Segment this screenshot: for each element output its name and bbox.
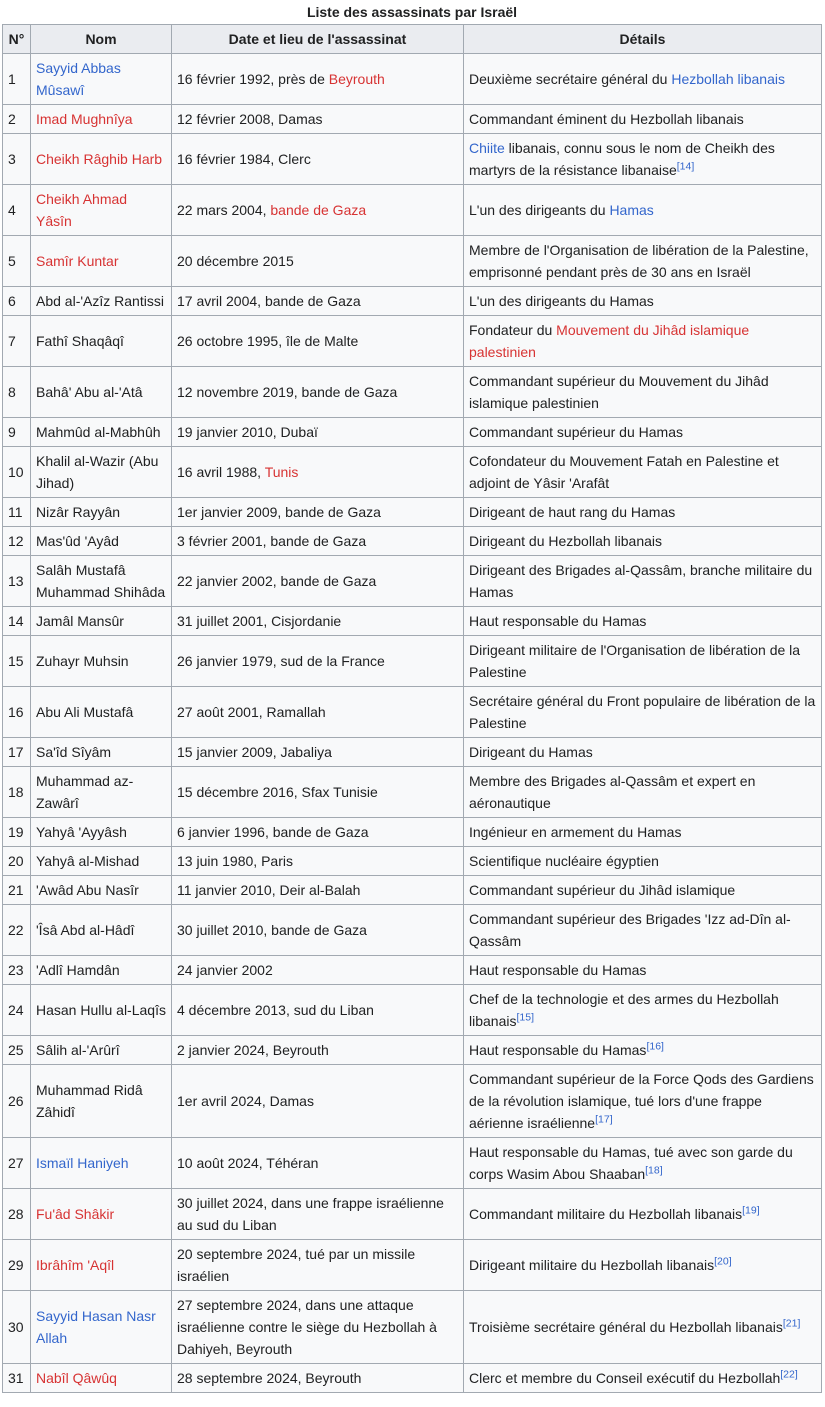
row-number: 9 [3,418,31,447]
cell-text: Scientifique nucléaire égyptien [469,853,659,869]
missing-article-link[interactable]: Imad Mughnîya [36,111,133,127]
table-row [3,1189,822,1240]
details-cell [464,956,822,985]
name-cell [31,1065,172,1138]
row-number: 7 [3,316,31,367]
cell-text: 12 novembre 2019, bande de Gaza [177,384,398,400]
cell-text: Secrétaire général du Front populaire de libération de la Palestine [469,693,816,731]
cell-text: 11 janvier 2010, Deir al-Balah [177,882,361,898]
details-cell [464,767,822,818]
cell-text: 16 février 1992, près de [177,71,329,87]
cell-text: 30 juillet 2010, bande de Gaza [177,922,367,938]
name-cell [31,1138,172,1189]
cell-text: Abu Ali Mustafâ [36,704,134,720]
date-place-cell [172,54,464,105]
reference-link[interactable]: [14] [676,160,695,173]
cell-text: Dirigeant militaire du Hezbollah libanais [469,1257,715,1273]
name-cell [31,418,172,447]
cell-text: 1er janvier 2009, bande de Gaza [177,504,381,520]
cell-text: Mahmûd al-Mabhûh [36,424,161,440]
row-number: 20 [3,847,31,876]
date-place-cell [172,687,464,738]
cell-text: 22 janvier 2002, bande de Gaza [177,573,377,589]
cell-text: Muhammad az-Zawârî [36,773,134,811]
cell-text: Commandant supérieur du Mouvement du Jihâd islamique palestinien [469,373,769,411]
cell-text: Cofondateur du Mouvement Fatah en Palestine et adjoint de Yâsir 'Arafât [469,453,779,491]
cell-text: Yahyâ 'Ayyâsh [36,824,127,840]
cell-text: 27 août 2001, Ramallah [177,704,326,720]
cell-text: 16 février 1984, Clerc [177,151,311,167]
missing-article-link[interactable]: bande de Gaza [270,202,367,218]
header-row [3,25,822,54]
date-place-cell [172,1065,464,1138]
cell-text: Sâlih al-'Arûrî [36,1042,120,1058]
row-number: 17 [3,738,31,767]
details-cell [464,1065,822,1138]
details-cell [464,367,822,418]
missing-article-link[interactable]: Cheikh Ahmad Yâsîn [36,191,128,229]
table-row [3,738,822,767]
details-cell [464,134,822,185]
table-row [3,607,822,636]
cell-text: 20 décembre 2015 [177,253,294,269]
cell-text: Haut responsable du Hamas, tué avec son garde du corps Wasim Abou Shaaban [469,1144,793,1182]
details-cell [464,54,822,105]
row-number: 6 [3,287,31,316]
date-place-cell [172,876,464,905]
name-cell [31,767,172,818]
cell-text: 2 janvier 2024, Beyrouth [177,1042,329,1058]
cell-text: Ingénieur en armement du Hamas [469,824,682,840]
date-place-cell [172,1138,464,1189]
table-row [3,985,822,1036]
cell-text: 3 février 2001, bande de Gaza [177,533,367,549]
details-cell [464,418,822,447]
table-row [3,1291,822,1364]
details-cell [464,818,822,847]
row-number: 23 [3,956,31,985]
cell-text: 10 août 2024, Téhéran [177,1155,319,1171]
name-cell [31,1189,172,1240]
date-place-cell [172,527,464,556]
date-place-cell [172,105,464,134]
cell-text: Commandant supérieur du Hamas [469,424,683,440]
cell-text: L'un des dirigeants du [469,202,610,218]
date-place-cell [172,447,464,498]
cell-text: Commandant éminent du Hezbollah libanais [469,111,744,127]
details-cell [464,185,822,236]
article-link[interactable]: Chiite [469,140,505,156]
row-number: 25 [3,1036,31,1065]
table-row [3,687,822,738]
date-place-cell [172,367,464,418]
date-place-cell [172,636,464,687]
date-place-cell [172,905,464,956]
table-row [3,498,822,527]
header-date-place: Date et lieu de l'assassinat [172,25,464,54]
cell-text: Yahyâ al-Mishad [36,853,140,869]
details-cell [464,1364,822,1393]
article-link[interactable]: Ismaïl Haniyeh [36,1155,129,1171]
cell-text: Dirigeant des Brigades al-Qassâm, branche militaire du Hamas [469,562,813,600]
name-cell [31,54,172,105]
cell-text: Membre des Brigades al-Qassâm et expert en aéronautique [469,773,756,811]
details-cell [464,847,822,876]
table-body [3,54,822,1393]
details-cell [464,316,822,367]
missing-article-link[interactable]: Ibrâhîm 'Aqîl [36,1257,115,1273]
details-cell [464,447,822,498]
cell-text: Haut responsable du Hamas [469,1042,647,1058]
reference-link[interactable]: [16] [646,1040,664,1053]
table-caption: Liste des assassinats par Israël [306,4,518,20]
cell-text: Haut responsable du Hamas [469,613,647,629]
table-row [3,105,822,134]
cell-text: Jamâl Mansûr [36,613,124,629]
details-cell [464,687,822,738]
header-number: N° [3,25,31,54]
name-cell [31,985,172,1036]
cell-text: Abd al-'Azîz Rantissi [36,293,164,309]
cell-text: Clerc et membre du Conseil exécutif du Hezbollah [469,1370,781,1386]
article-link[interactable]: Sayyid Abbas Mûsawî [36,60,121,98]
details-cell [464,1036,822,1065]
cell-text: Commandant supérieur du Jihâd islamique [469,882,736,898]
date-place-cell [172,316,464,367]
table-row [3,636,822,687]
date-place-cell [172,287,464,316]
cell-text: 17 avril 2004, bande de Gaza [177,293,361,309]
table-row [3,876,822,905]
row-number: 11 [3,498,31,527]
table-row [3,956,822,985]
date-place-cell [172,498,464,527]
article-link[interactable]: Sayyid Hasan Nasr Allah [36,1308,156,1346]
table-row [3,185,822,236]
row-number: 10 [3,447,31,498]
date-place-cell [172,185,464,236]
row-number: 18 [3,767,31,818]
cell-text: 'Adlî Hamdân [36,962,120,978]
cell-text: 'Îsâ Abd al-Hâdî [36,922,135,938]
name-cell [31,876,172,905]
row-number: 19 [3,818,31,847]
name-cell [31,287,172,316]
details-cell [464,287,822,316]
date-place-cell [172,236,464,287]
table-row [3,367,822,418]
cell-text: Hasan Hullu al-Laqîs [36,1002,166,1018]
date-place-cell [172,134,464,185]
name-cell [31,447,172,498]
date-place-cell [172,985,464,1036]
row-number: 1 [3,54,31,105]
cell-text: 30 juillet 2024, dans une frappe israélienne au sud du Liban [177,1195,444,1233]
details-cell [464,905,822,956]
cell-text: Dirigeant militaire de l'Organisation de libération de la Palestine [469,642,801,680]
cell-text: 'Awâd Abu Nasîr [36,882,139,898]
cell-text: Chef de la technologie et des armes du Hezbollah libanais [469,991,779,1029]
reference-link[interactable]: [15] [516,1011,534,1024]
date-place-cell [172,738,464,767]
table-row [3,316,822,367]
assassinations-table [2,0,822,1393]
row-number: 22 [3,905,31,956]
table-row [3,1065,822,1138]
header-name: Nom [31,25,172,54]
name-cell [31,105,172,134]
cell-text: 6 janvier 1996, bande de Gaza [177,824,369,840]
cell-text: Commandant militaire du Hezbollah libanais [469,1206,743,1222]
details-cell [464,105,822,134]
cell-text: Bahâ' Abu al-'Atâ [36,384,143,400]
table-row [3,556,822,607]
table-row [3,1240,822,1291]
details-cell [464,527,822,556]
cell-text: Troisième secrétaire général du Hezbollah libanais [469,1319,783,1335]
table-row [3,847,822,876]
date-place-cell [172,818,464,847]
name-cell [31,134,172,185]
date-place-cell [172,1036,464,1065]
table-row [3,287,822,316]
cell-text: 1er avril 2024, Damas [177,1093,314,1109]
cell-text: Commandant supérieur de la Force Qods des Gardiens de la révolution islamique, tué lors d'une frappe aérienne israélienne [469,1071,814,1131]
cell-text: Membre de l'Organisation de libération de la Palestine, emprisonné pendant près de 30 ans en Israël [469,242,809,280]
date-place-cell [172,418,464,447]
row-number: 27 [3,1138,31,1189]
name-cell [31,185,172,236]
row-number: 14 [3,607,31,636]
row-number: 29 [3,1240,31,1291]
date-place-cell [172,607,464,636]
row-number: 30 [3,1291,31,1364]
table-row [3,767,822,818]
cell-text: Fondateur du [469,322,557,338]
missing-article-link[interactable]: Beyrouth [328,71,385,87]
row-number: 24 [3,985,31,1036]
name-cell [31,905,172,956]
cell-text: 16 avril 1988, [177,464,265,480]
cell-text: Sa'îd Sîyâm [36,744,112,760]
row-number: 16 [3,687,31,738]
details-cell [464,498,822,527]
cell-text: Fathî Shaqâqî [36,333,124,349]
row-number: 28 [3,1189,31,1240]
table-row [3,905,822,956]
name-cell [31,1036,172,1065]
row-number: 31 [3,1364,31,1393]
name-cell [31,818,172,847]
reference-link[interactable]: [21] [782,1317,801,1330]
cell-text: Salâh Mustafâ Muhammad Shihâda [36,562,166,600]
missing-article-link[interactable]: Cheikh Râghib Harb [36,151,163,167]
missing-article-link[interactable]: Mouvement du Jihâd islamique palestinien [469,322,750,360]
details-cell [464,636,822,687]
cell-text: Commandant supérieur des Brigades 'Izz ad-Dîn al-Qassâm [469,911,791,949]
name-cell [31,607,172,636]
cell-text: 19 janvier 2010, Dubaï [177,424,318,440]
missing-article-link[interactable]: Samîr Kuntar [36,253,119,269]
row-number: 15 [3,636,31,687]
date-place-cell [172,556,464,607]
cell-text: Haut responsable du Hamas [469,962,647,978]
details-cell [464,1138,822,1189]
missing-article-link[interactable]: Tunis [264,464,299,480]
details-cell [464,607,822,636]
cell-text: Mas'ûd 'Ayâd [36,533,119,549]
cell-text: 4 décembre 2013, sud du Liban [177,1002,374,1018]
date-place-cell [172,767,464,818]
cell-text: 13 juin 1980, Paris [177,853,293,869]
name-cell [31,847,172,876]
cell-text: Deuxième secrétaire général du [469,71,672,87]
row-number: 21 [3,876,31,905]
row-number: 8 [3,367,31,418]
missing-article-link[interactable]: Nabîl Qâwûq [36,1370,117,1386]
cell-text: Dirigeant du Hamas [469,744,593,760]
cell-text: 20 septembre 2024, tué par un missile israélien [177,1246,416,1284]
name-cell [31,236,172,287]
row-number: 5 [3,236,31,287]
row-number: 4 [3,185,31,236]
details-cell [464,1240,822,1291]
cell-text: 12 février 2008, Damas [177,111,323,127]
cell-text: 28 septembre 2024, Beyrouth [177,1370,362,1386]
date-place-cell [172,847,464,876]
date-place-cell [172,956,464,985]
cell-text: 31 juillet 2001, Cisjordanie [177,613,342,629]
article-link[interactable]: Hamas [609,202,654,218]
cell-text: 26 janvier 1979, sud de la France [177,653,385,669]
details-cell [464,1291,822,1364]
table-row [3,527,822,556]
row-number: 12 [3,527,31,556]
cell-text: 26 octobre 1995, île de Malte [177,333,359,349]
details-cell [464,1189,822,1240]
row-number: 13 [3,556,31,607]
cell-text: Zuhayr Muhsin [36,653,129,669]
cell-text: libanais, connu sous le nom de Cheikh des martyrs de la résistance libanaise [469,140,775,178]
details-cell [464,985,822,1036]
cell-text: 22 mars 2004, [177,202,271,218]
name-cell [31,636,172,687]
header-details: Détails [464,25,822,54]
cell-text: Dirigeant du Hezbollah libanais [469,533,663,549]
cell-text: Muhammad Ridâ Zâhidî [36,1082,143,1120]
row-number: 2 [3,105,31,134]
name-cell [31,1364,172,1393]
name-cell [31,527,172,556]
table-row [3,54,822,105]
table-row [3,818,822,847]
missing-article-link[interactable]: Fu'âd Shâkir [36,1206,115,1222]
table-row [3,134,822,185]
cell-text: 24 janvier 2002 [177,962,273,978]
cell-text: 15 janvier 2009, Jabaliya [177,744,332,760]
reference-link[interactable]: [20] [714,1255,732,1268]
name-cell [31,498,172,527]
details-cell [464,556,822,607]
details-cell [464,738,822,767]
cell-text: 27 septembre 2024, dans une attaque israélienne contre le siège du Hezbollah à Dahiyeh, Beyrouth [177,1297,437,1357]
article-link[interactable]: Hezbollah libanais [671,71,785,87]
table-row [3,1036,822,1065]
row-number: 26 [3,1065,31,1138]
name-cell [31,316,172,367]
name-cell [31,556,172,607]
name-cell [31,367,172,418]
name-cell [31,1240,172,1291]
cell-text: 15 décembre 2016, Sfax Tunisie [177,784,378,800]
date-place-cell [172,1189,464,1240]
name-cell [31,956,172,985]
cell-text: Khalil al-Wazir (Abu Jihad) [36,453,159,491]
name-cell [31,1291,172,1364]
reference-link[interactable]: [19] [742,1204,760,1217]
date-place-cell [172,1291,464,1364]
name-cell [31,687,172,738]
cell-text: Nizâr Rayyân [36,504,121,520]
cell-text: L'un des dirigeants du Hamas [469,293,654,309]
row-number: 3 [3,134,31,185]
reference-link[interactable]: [22] [780,1368,798,1381]
reference-link[interactable]: [18] [645,1164,663,1177]
details-cell [464,236,822,287]
table-row [3,1138,822,1189]
reference-link[interactable]: [17] [595,1113,613,1126]
table-row [3,236,822,287]
details-cell [464,876,822,905]
cell-text: Dirigeant de haut rang du Hamas [469,504,676,520]
table-row [3,418,822,447]
table-row [3,447,822,498]
date-place-cell [172,1364,464,1393]
table-row [3,1364,822,1393]
name-cell [31,738,172,767]
date-place-cell [172,1240,464,1291]
